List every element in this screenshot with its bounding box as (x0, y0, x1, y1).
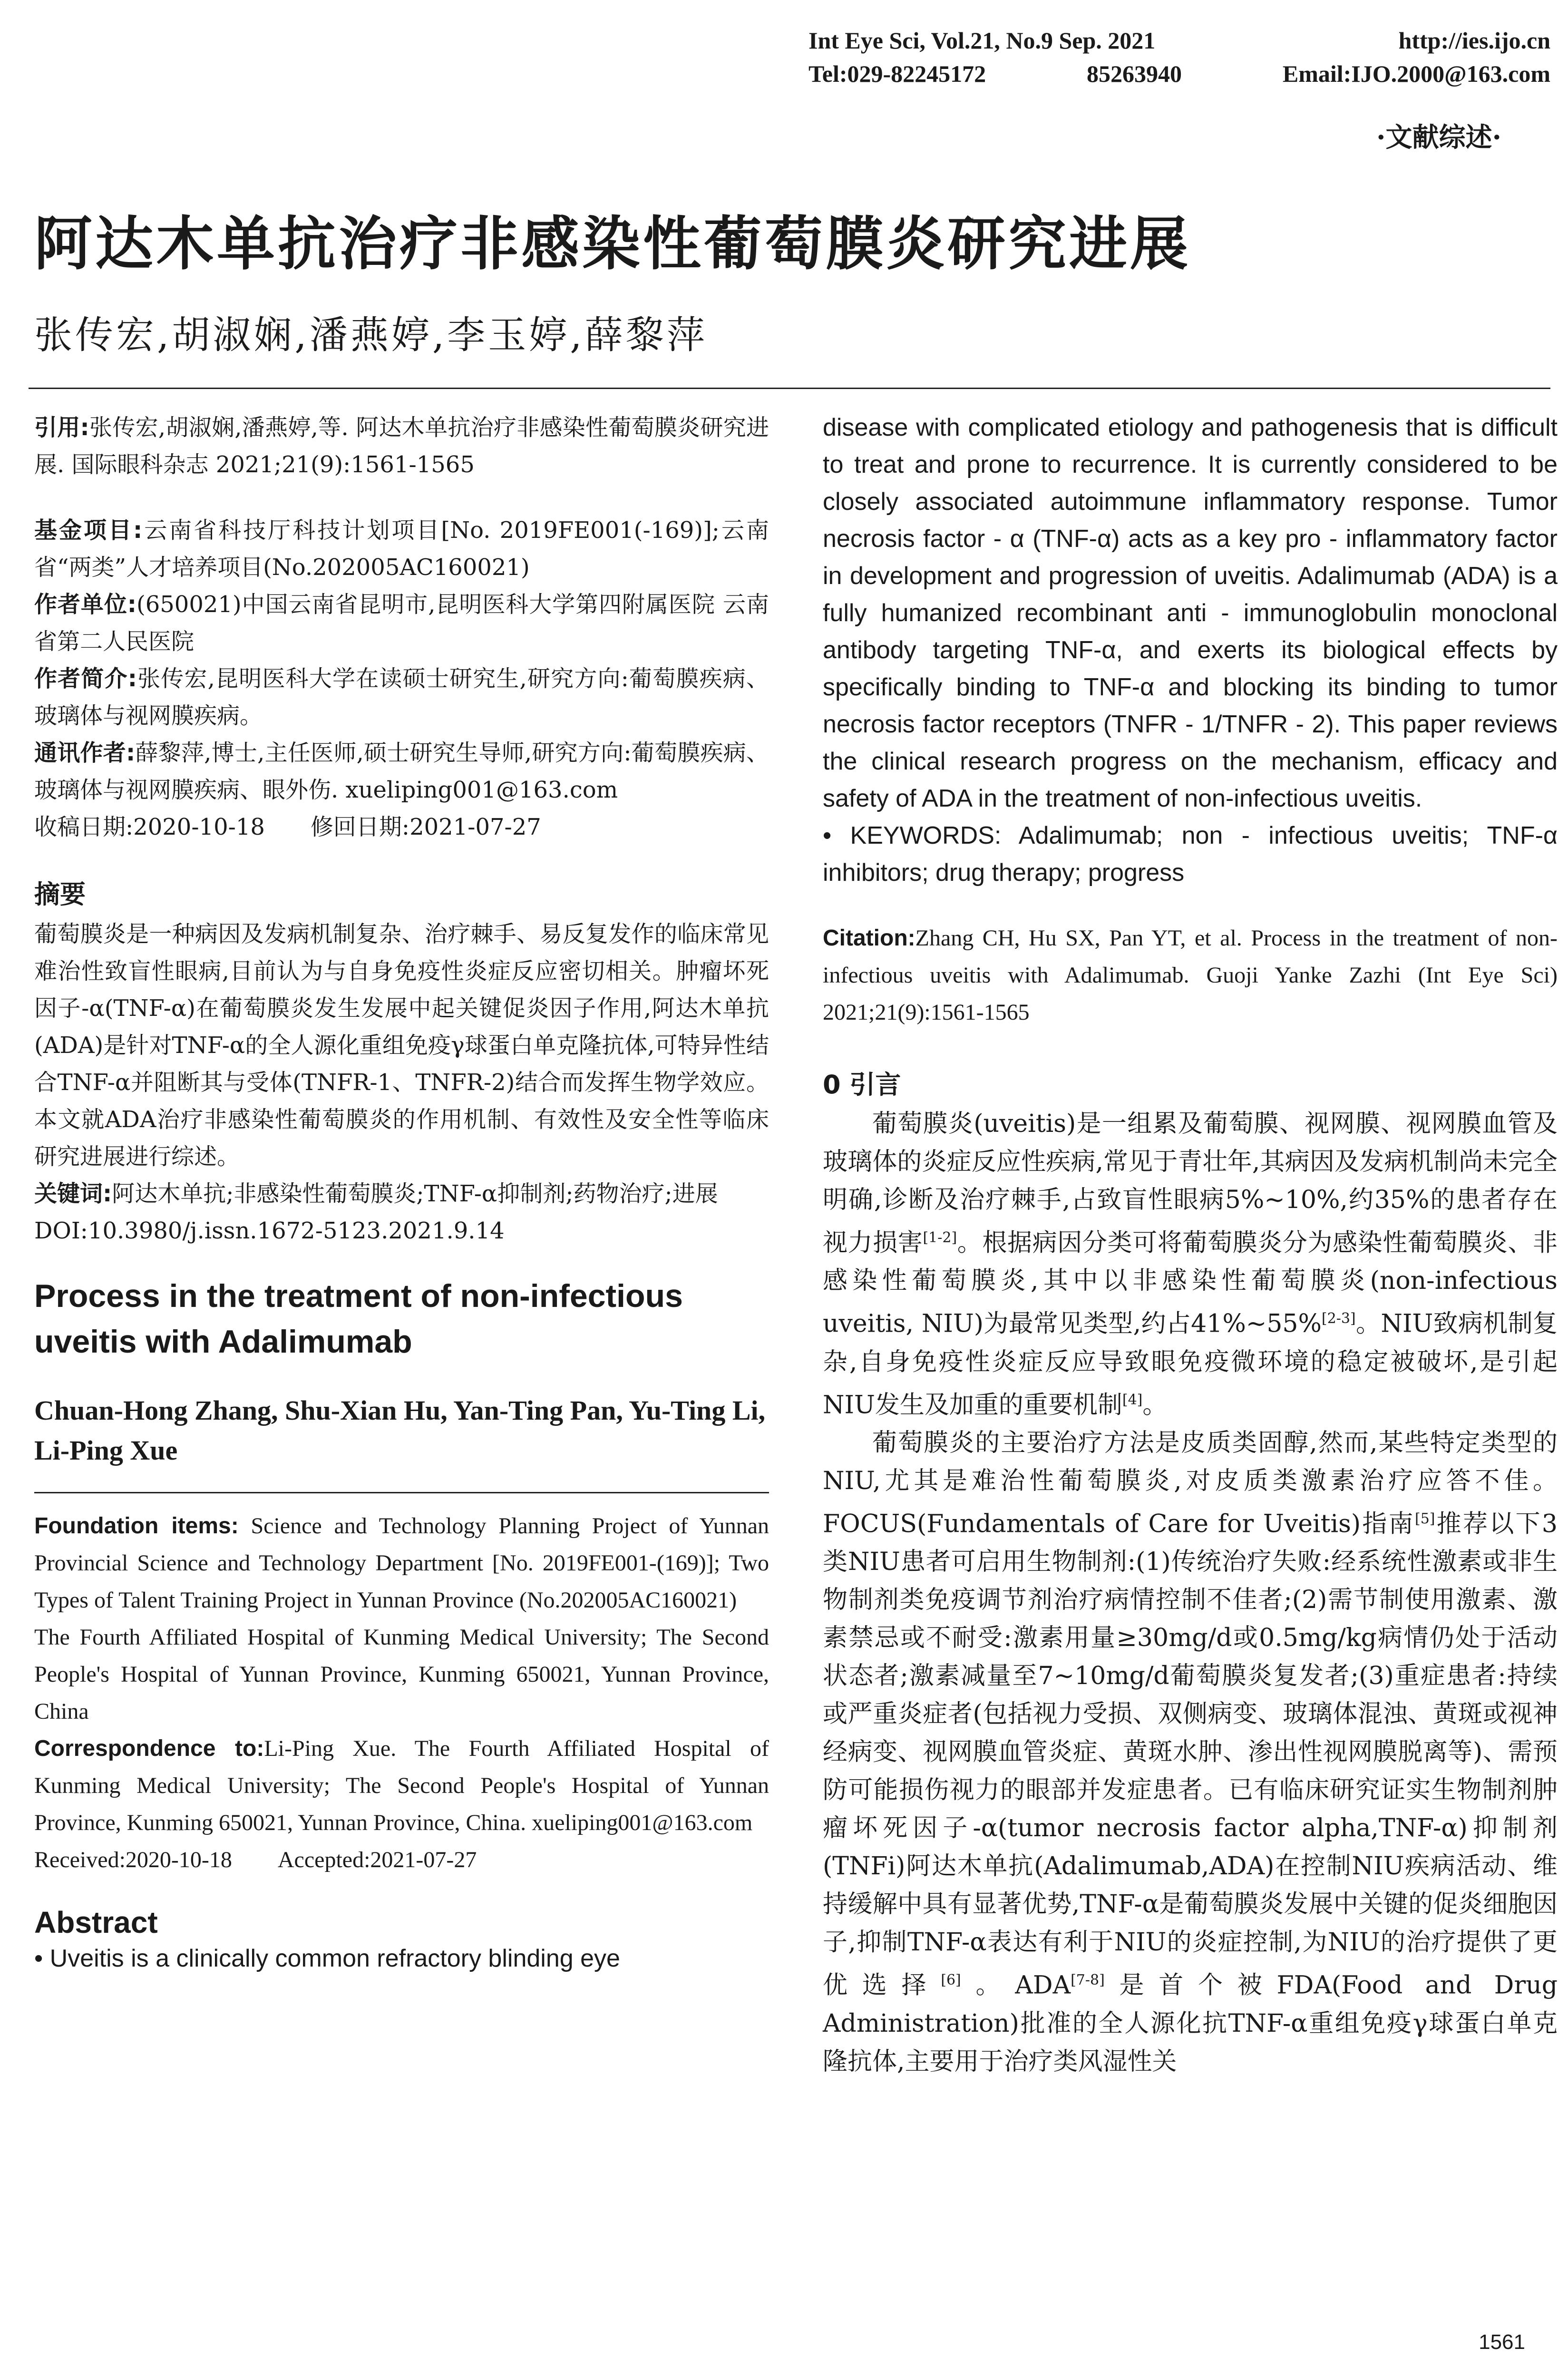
doi[interactable]: DOI:10.3980/j.issn.1672-5123.2021.9.14 (34, 1218, 505, 1244)
header-divider (29, 388, 1550, 389)
abstract-en-start: • Uveitis is a clinically common refractory blinding eye (34, 1945, 620, 1972)
abstract-cn: 葡萄膜炎是一种病因及发病机制复杂、治疗棘手、易反复发作的临床常见难治性致盲性眼病,目前认为与自身免疫性炎症反应密切相关。肿瘤坏死因子-α(TNF-α)在葡萄膜炎发生发展中起关键促炎因子作用,阿达木单抗(ADA)是针对TNF-α的全人源化重组免疫γ球蛋白单克隆抗体,可特异性结合TNF-α并阻断其与受体(TNFR-1、TNFR-2)结合而发挥生物学效应。本文就ADA治疗非感染性葡萄膜炎的作用机制、有效性及安全性等临床研究进展进行综述。 (34, 921, 769, 1170)
ref-4[interactable]: [4] (1122, 1391, 1143, 1408)
journal-tel2: 85263940 (1087, 60, 1182, 87)
author-unit: 作者单位:(650021)中国云南省昆明市,昆明医科大学第四附属医院 云南省第二人民医院 (34, 591, 769, 655)
article-title: 阿达木单抗治疗非感染性葡萄膜炎研究进展 (34, 209, 1191, 278)
intro-paragraph-2: 葡萄膜炎的主要治疗方法是皮质类固醇,然而,某些特定类型的NIU,尤其是难治性葡萄膜炎,对皮质类激素治疗应答不佳。FOCUS(Fundamentals of Care for Uveitis)指南[5]推荐以下3类NIU患者可启用生物制剂:(1)传统治疗失败:经系统性激素或非生物制剂类免疫调节剂治疗病情控制不佳者;(2)需节制使用激素、激素禁忌或不耐受:激素用量≥30mg/d或0.5mg/kg病情仍处于活动状态者;激素减量至7~10mg/d葡萄膜炎复发者;(3)重症患者:持续或严重炎症者(包括视力受损、双侧病变、玻璃体混浊、黄斑或视神经病变、视网膜血管炎症、黄斑水肿、渗出性视网膜脱离等)、需预防可能损伤视力的眼部并发症患者。已有临床研究证实生物制剂肿瘤坏死因子-α(tumor necrosis factor alpha,TNF-α)抑制剂(TNFi)阿达木单抗(Adalimumab,ADA)在控制NIU疾病活动、维持缓解中具有显著优势,TNF-α是葡萄膜炎发展中关键的促炎细胞因子,抑制TNF-α表达有利于NIU的炎症控制,为NIU的治疗提供了更优选择[6]。ADA[7-8]是首个被FDA(Food and Drug Administration)批准的全人源化抗TNF-α重组免疫γ球蛋白单克隆抗体,主要用于治疗类风湿性关 (823, 1428, 1558, 2076)
fund-info: 基金项目:云南省科技厅科技计划项目[No. 2019FE001(-169)];云南省“两类”人才培养项目(No.202005AC160021) (34, 517, 769, 581)
author-list-cn: 张传宏,胡淑娴,潘燕婷,李玉婷,薛黎萍 (34, 313, 708, 357)
received-accepted: Received:2020-10-18 Accepted:2021-07-27 (34, 1847, 477, 1872)
ref-5[interactable]: [5] (1414, 1510, 1435, 1527)
abstract-heading-en: Abstract (34, 1905, 158, 1939)
intro-heading: 0 引言 (823, 1070, 901, 1100)
correspondence-en: Correspondence to:Li-Ping Xue. The Fourth Affiliated Hospital of Kunming Medical University; The Second People's Hospital of Yunnan Province, Kunming 650021, Yunnan Province, China. xueliping001@163.com (34, 1736, 769, 1835)
journal-name: Int Eye Sci, Vol.21, No.9 Sep. 2021 (808, 27, 1156, 54)
keywords-en: • KEYWORDS: Adalimumab; non - infectious uveitis; TNF-α inhibitors; drug therapy; progress (823, 822, 1558, 887)
keywords-cn: 关键词:阿达木单抗;非感染性葡萄膜炎;TNF-α抑制剂;药物治疗;进展 (34, 1180, 718, 1207)
page-number: 1561 (1479, 2330, 1525, 2354)
journal-tel: Tel:029-82245172 (808, 60, 986, 87)
author-list-en: Chuan-Hong Zhang, Shu-Xian Hu, Yan-Ting Pan, Yu-Ting Li, Li-Ping Xue (34, 1395, 766, 1466)
abstract-heading-cn: 摘要 (34, 879, 86, 909)
section-tag: ·文献综述· (1376, 122, 1501, 153)
corresponding-author: 通讯作者:薛黎萍,博士,主任医师,硕士研究生导师,研究方向:葡萄膜疾病、玻璃体与视网膜疾病、眼外伤. xueliping001@163.com (34, 740, 769, 803)
ref-7-8[interactable]: [7-8] (1071, 1972, 1105, 1989)
left-column (34, 409, 769, 1977)
author-bio: 作者简介:张传宏,昆明医科大学在读硕士研究生,研究方向:葡萄膜疾病、玻璃体与视网膜疾病。 (34, 665, 769, 729)
abstract-en-continued: disease with complicated etiology and pathogenesis that is difficult to treat and prone to recurrence. It is currently considered to be closely associated autoimmune inflammatory response. Tumor necrosis factor - α (TNF-α) acts as a key pro - inflammatory factor in development and progression of uveitis. Adalimumab (ADA) is a fully humanized recombinant anti - immunoglobulin monoclonal antibody targeting TNF-α, and exerts its biological effects by specifically binding to TNF-α and blocking its binding to tumor necrosis factor receptors (TNFR - 1/TNFR - 2). This paper reviews the clinical research progress on the mechanism, efficacy and safety of ADA in the treatment of non-infectious uveitis. (823, 414, 1558, 812)
journal-header (808, 24, 1550, 90)
intro-paragraph-1: 葡萄膜炎(uveitis)是一组累及葡萄膜、视网膜、视网膜血管及玻璃体的炎症反应性疾病,常见于青壮年,其病因及发病机制尚未完全明确,诊断及治疗棘手,占致盲性眼病5%~10%,约35%的患者存在视力损害[1-2]。根据病因分类可将葡萄膜炎分为感染性葡萄膜炎、非感染性葡萄膜炎,其中以非感染性葡萄膜炎(non-infectious uveitis, NIU)为最常见类型,约占41%~55%[2-3]。NIU致病机制复杂,自身免疫性炎症反应导致眼免疫微环境的稳定被破坏,是引起NIU发生及加重的重要机制[4]。 (823, 1110, 1558, 1419)
en-divider (34, 1492, 769, 1493)
affiliation-en: The Fourth Affiliated Hospital of Kunming Medical University; The Second People's Hospital of Yunnan Province, Kunming 650021, Yunnan Province, China (34, 1625, 769, 1724)
article-title-en: Process in the treatment of non-infectious uveitis with Adalimumab (34, 1278, 683, 1360)
citation-en: Citation:Zhang CH, Hu SX, Pan YT, et al. Process in the treatment of non-infectious uveitis with Adalimumab. Guoji Yanke Zazhi (Int Eye Sci) 2021;21(9):1561-1565 (823, 925, 1558, 1025)
ref-6[interactable]: [6] (941, 1972, 961, 1989)
dates-cn: 收稿日期:2020-10-18 修回日期:2021-07-27 (34, 814, 541, 840)
journal-email[interactable]: Email:IJO.2000@163.com (1282, 60, 1550, 87)
ref-2-3[interactable]: [2-3] (1321, 1310, 1356, 1327)
ref-1-2[interactable]: [1-2] (923, 1229, 957, 1246)
foundation-items: Foundation items: Science and Technology Planning Project of Yunnan Provincial Science and Technology Department [No. 2019FE001-(169)]; Two Types of Talent Training Project in Yunnan Province (No.202005AC160021) (34, 1513, 769, 1613)
journal-url[interactable]: http://ies.ijo.cn (1398, 27, 1550, 54)
right-column (823, 409, 1558, 2081)
citation-cn: 引用:张传宏,胡淑娴,潘燕婷,等. 阿达木单抗治疗非感染性葡萄膜炎研究进展. 国际眼科杂志 2021;21(9):1561-1565 (34, 414, 769, 478)
